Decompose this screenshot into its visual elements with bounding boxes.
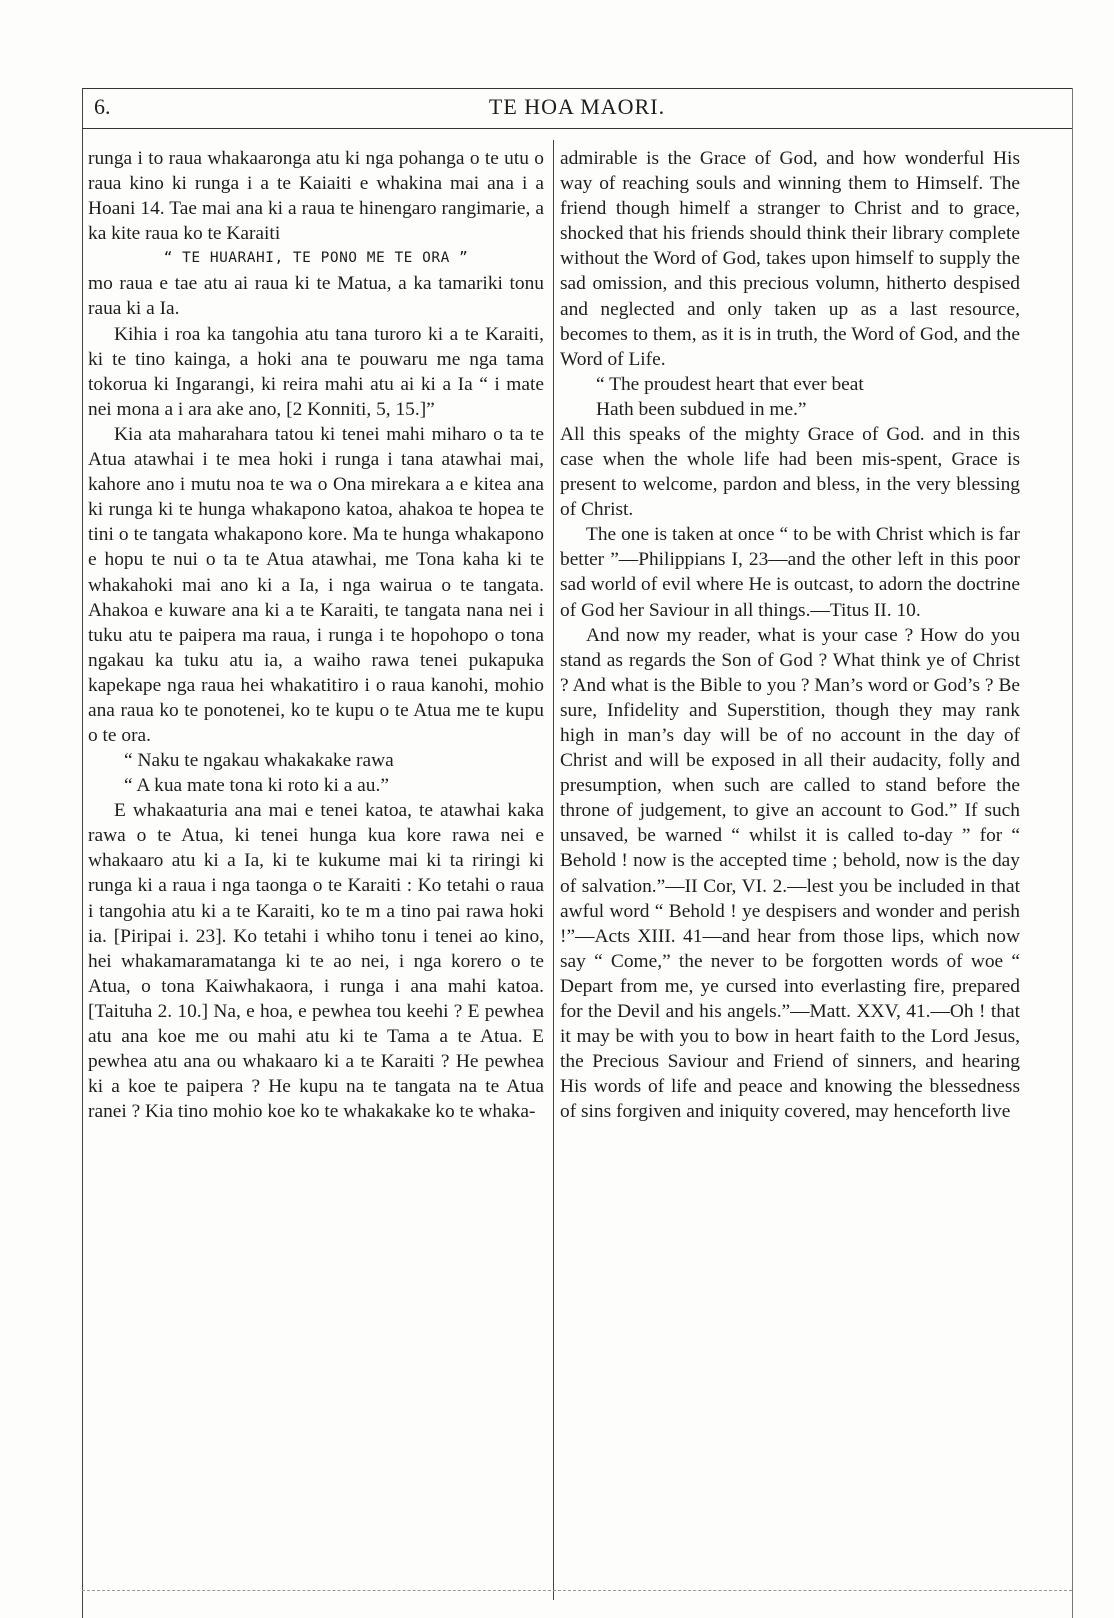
left-paragraph-3: Kihia i roa ka tangohia atu tana turoro ki a te Karaiti, ki te tino kainga, a hoki ana te pouwaru me nga tama tokorua ki Ingarangi, ki reira mahi atu ai ki a Ia “ i mate nei mona a i ara ake ano, [2 Konniti, 5, 15.]” [88, 323, 544, 420]
verse-line: “ Naku te ngakau whakakake rawa [124, 750, 394, 772]
right-paragraph-2: All this speaks of the mighty Grace of God. and in this case when the whole life had been mis-spent, Grace is present to welcome, pardon and bless, in the very blessing of Christ. [560, 423, 1020, 521]
running-title: TE HOA MAORI. [488, 94, 666, 119]
left-paragraph-1: runga i to raua whakaaronga atu ki nga pohanga o te utu o raua kino ki runga i a te Kaiaiti e whakina mai ana i a Hoani 14. Tae mai ana ki a raua te hinengaro rangimarie, a ka kite raua ko te Karaiti [88, 148, 544, 245]
right-column-english [560, 146, 1020, 1124]
left-verse [88, 748, 544, 798]
right-paragraph-1: admirable is the Grace of God, and how wonderful His way of reaching souls and winning them to Himself. The friend though himelf a stranger to Christ and to grace, shocked that his friends should think their library complete without the Word of God, takes upon himself to supply the sad omission, and this precious volumn, hitherto despised and neglected and only taken up as a last resource, becomes to them, as it is in truth, the Word of God, and the Word of Life. [560, 148, 1020, 370]
page-bottom-rule [82, 1590, 1072, 1591]
header-top-rule [82, 88, 1072, 89]
left-column-maori [88, 146, 544, 1124]
page-number: 6. [94, 94, 111, 119]
verse-line: “ The proudest heart that ever beat [596, 373, 864, 395]
page-header [82, 92, 1072, 128]
left-paragraph-5: E whakaaturia ana mai e tenei katoa, te atawhai kaka rawa o te Atua, ki tenei hunga kua kore rawa nei e whakaaro atu ki a Ia, ki te kukume mai ki ta riringi ki runga ki a raua i nga taonga o te Karaiti : Ko tetahi o raua i tangohia atu ki a te Karaiti, ko te m a tino pai rawa hoki ia. [Piripai i. 23]. Ko tetahi i whiho tonu i tenei ao kino, hei whakamaramatanga ki te ao nei, i nga korero o te Atua, o tona Kaiwhakaora, i runga i ana mahi katoa. [Taituha 2. 10.] Na, e hoa, e pewhea tou keehi ? E pewhea atu ana koe me ou mahi atu ki te Tama a te Atua. E pewhea atu ana ou whakaaro ki a te Karaiti ? He pewhea ki a koe te paipera ? He kupu na te tangata na te Atua ranei ? Kia tino mohio koe ko te whakakake ko te whaka- [88, 800, 544, 1123]
right-paragraph-4: And now my reader, what is your case ? How do you stand as regards the Son of God ? What think ye of Christ ? And what is the Bible to you ? Man’s word or God’s ? Be sure, Infidelity and Superstition, though they may rank high in man’s day will be of no account in the day of Christ and will be exposed in all their audacity, folly and presumption, when such are called to stand before the throne of judgement, to give an account to God.” If such unsaved, be warned “ whilst it is called to-day ” for “ Behold ! now is the accepted time ; behold, now is the day of salvation.”—II Cor, VI. 2.—lest you be included in that awful word “ Behold ! ye despisers and wonder and perish !”—Acts XIII. 41—and hear from those lips, which now say “ Come,” the never to be forgotten words of woe “ Depart from me, ye cursed into everlasting fire, prepared for the Devil and his angels.”—Matt. XXV, 41.—Oh ! that it may be with you to bow in heart faith to the Lord Jesus, the Precious Saviour and Friend of sinners, and hearing His words of life and peace and knowing the blessedness of sins forgiven and iniquity covered, may henceforth live [560, 624, 1020, 1123]
left-paragraph-4: Kia ata maharahara tatou ki tenei mahi miharo o ta te Atua atawhai i te mea hoki i runga i tana atawhai mai, kahore ano i mutu noa te wa o Ona mirekara a e kitea ana ki runga ki te hunga whakapono katoa, ahakoa te hopea te tini o te tangata whakapono kore. Ma te hunga whakapono e hopu te nui o ta te Atua atawhai, me Tona kaha ki te whakahoki mai ano ki a Ia, i nga wairua o te tangata. Ahakoa e kuware ana ki a te Karaiti, te tangata nana nei i tuku atu te paipera ma raua, i runga i te hopohopo o tona ngakau ka tuku atu ia, a waiho rawa tenei pukapuka kapekape nga raua hei whakatitiro i o raua kanohi, mohio ana raua ko te ponotenei, ko te kupu o te Atua me te kupu o te ora. [88, 423, 544, 747]
right-paragraph-3: The one is taken at once “ to be with Christ which is far better ”—Philippians I, 23—and the other left in this poor sad world of evil where He is outcast, to adorn the doctrine of God her Saviour in all things.—Titus II. 10. [560, 524, 1020, 621]
motto-line: “ TE HUARAHI, TE PONO ME TE ORA ” [163, 250, 469, 267]
header-bottom-rule [82, 128, 1072, 129]
right-verse [560, 372, 1020, 422]
column-divider [553, 140, 554, 1600]
verse-line: “ A kua mate tona ki roto ki a au.” [124, 775, 389, 797]
page-right-rule [1072, 88, 1073, 1618]
verse-line: Hath been subdued in me.” [596, 398, 807, 420]
page-left-rule [82, 88, 83, 1618]
left-paragraph-2: mo raua e tae atu ai raua ki te Matua, a ka tamariki tonu raua ki a Ia. [88, 273, 544, 320]
